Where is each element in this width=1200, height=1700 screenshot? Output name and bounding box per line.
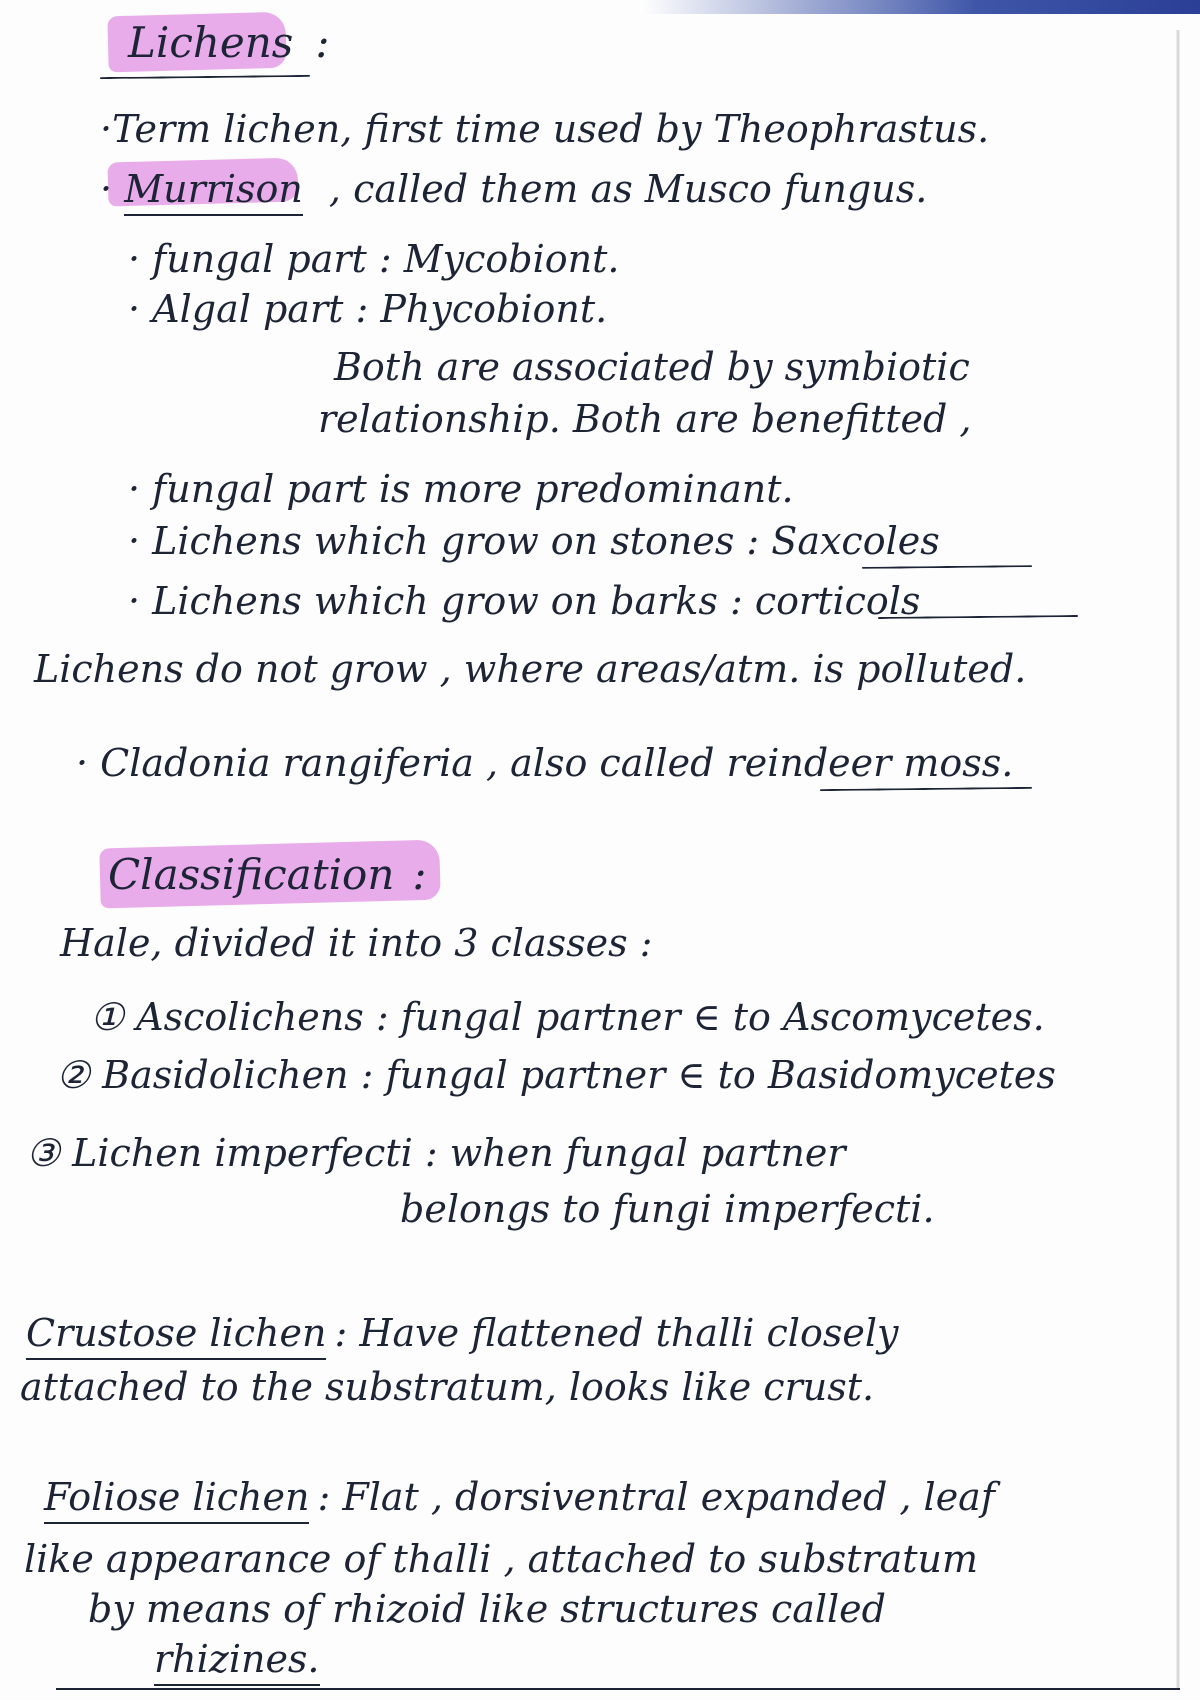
symbiosis-line-1: Both are associated by symbiotic [334, 345, 970, 389]
bullet-dot: · [100, 167, 113, 211]
fact-cladonia: · Cladonia rangiferia , also called reindeer moss. [76, 741, 1014, 785]
title-underline [100, 75, 310, 79]
crustose-text-1: : Have flattened thalli closely [334, 1311, 899, 1355]
page-title-text: Lichens [128, 18, 294, 67]
reindeer-underline [820, 787, 1032, 791]
foliose-text-1: : Flat , dorsiventral expanded , leaf [317, 1475, 995, 1519]
intro-line-2-text: , called them as Musco fungus. [328, 167, 928, 211]
murrison-name: Murrison [124, 167, 303, 216]
fact-pollution: Lichens do not grow , where areas/atm. is polluted. [34, 647, 1027, 691]
foliose-line-3: by means of rhizoid like structures called [88, 1587, 886, 1631]
classification-heading [108, 850, 427, 899]
crustose-term: Crustose lichen [26, 1311, 326, 1360]
classification-intro: Hale, divided it into 3 classes : [60, 921, 653, 965]
foliose-line-4 [154, 1637, 320, 1681]
classification-heading-text: Classification [108, 850, 395, 899]
foliose-line-2: like appearance of thalli , attached to substratum [24, 1537, 979, 1581]
intro-line-1: ·Term lichen, first time used by Theophrastus. [100, 107, 990, 151]
algal-part-line: · Algal part : Phycobiont. [128, 287, 608, 331]
top-edge-band [640, 0, 1200, 14]
fact-corticols: · Lichens which grow on barks : corticols [128, 579, 921, 623]
saxcoles-underline [862, 565, 1032, 569]
crustose-line-2: attached to the substratum, looks like crust. [20, 1365, 875, 1409]
symbiosis-line-2: relationship. Both are benefitted , [318, 397, 972, 441]
rhizines-term: rhizines. [154, 1637, 320, 1686]
foliose-line-1 [44, 1475, 995, 1519]
class-lichen-imperfecti: ③ Lichen imperfecti : when fungal partner [26, 1131, 846, 1175]
fact-saxcoles: · Lichens which grow on stones : Saxcoles [128, 519, 940, 563]
fungal-part-line: · fungal part : Mycobiont. [128, 237, 620, 281]
fact-predominant: · fungal part is more predominant. [128, 467, 794, 511]
foliose-term: Foliose lichen [44, 1475, 309, 1524]
class-ascolichens: ① Ascolichens : fungal partner ∈ to Ascomycetes. [90, 995, 1045, 1039]
page-title [128, 18, 330, 67]
page-title-colon: : [315, 18, 330, 67]
class-basidolichen: ② Basidolichen : fungal partner ∈ to Basidomycetes [56, 1053, 1056, 1097]
intro-line-2 [100, 167, 928, 211]
crustose-line-1 [26, 1311, 899, 1355]
class-lichen-imperfecti-cont: belongs to fungi imperfecti. [400, 1187, 935, 1231]
page-bottom-rule [56, 1688, 1180, 1690]
classification-colon: : [412, 850, 427, 899]
